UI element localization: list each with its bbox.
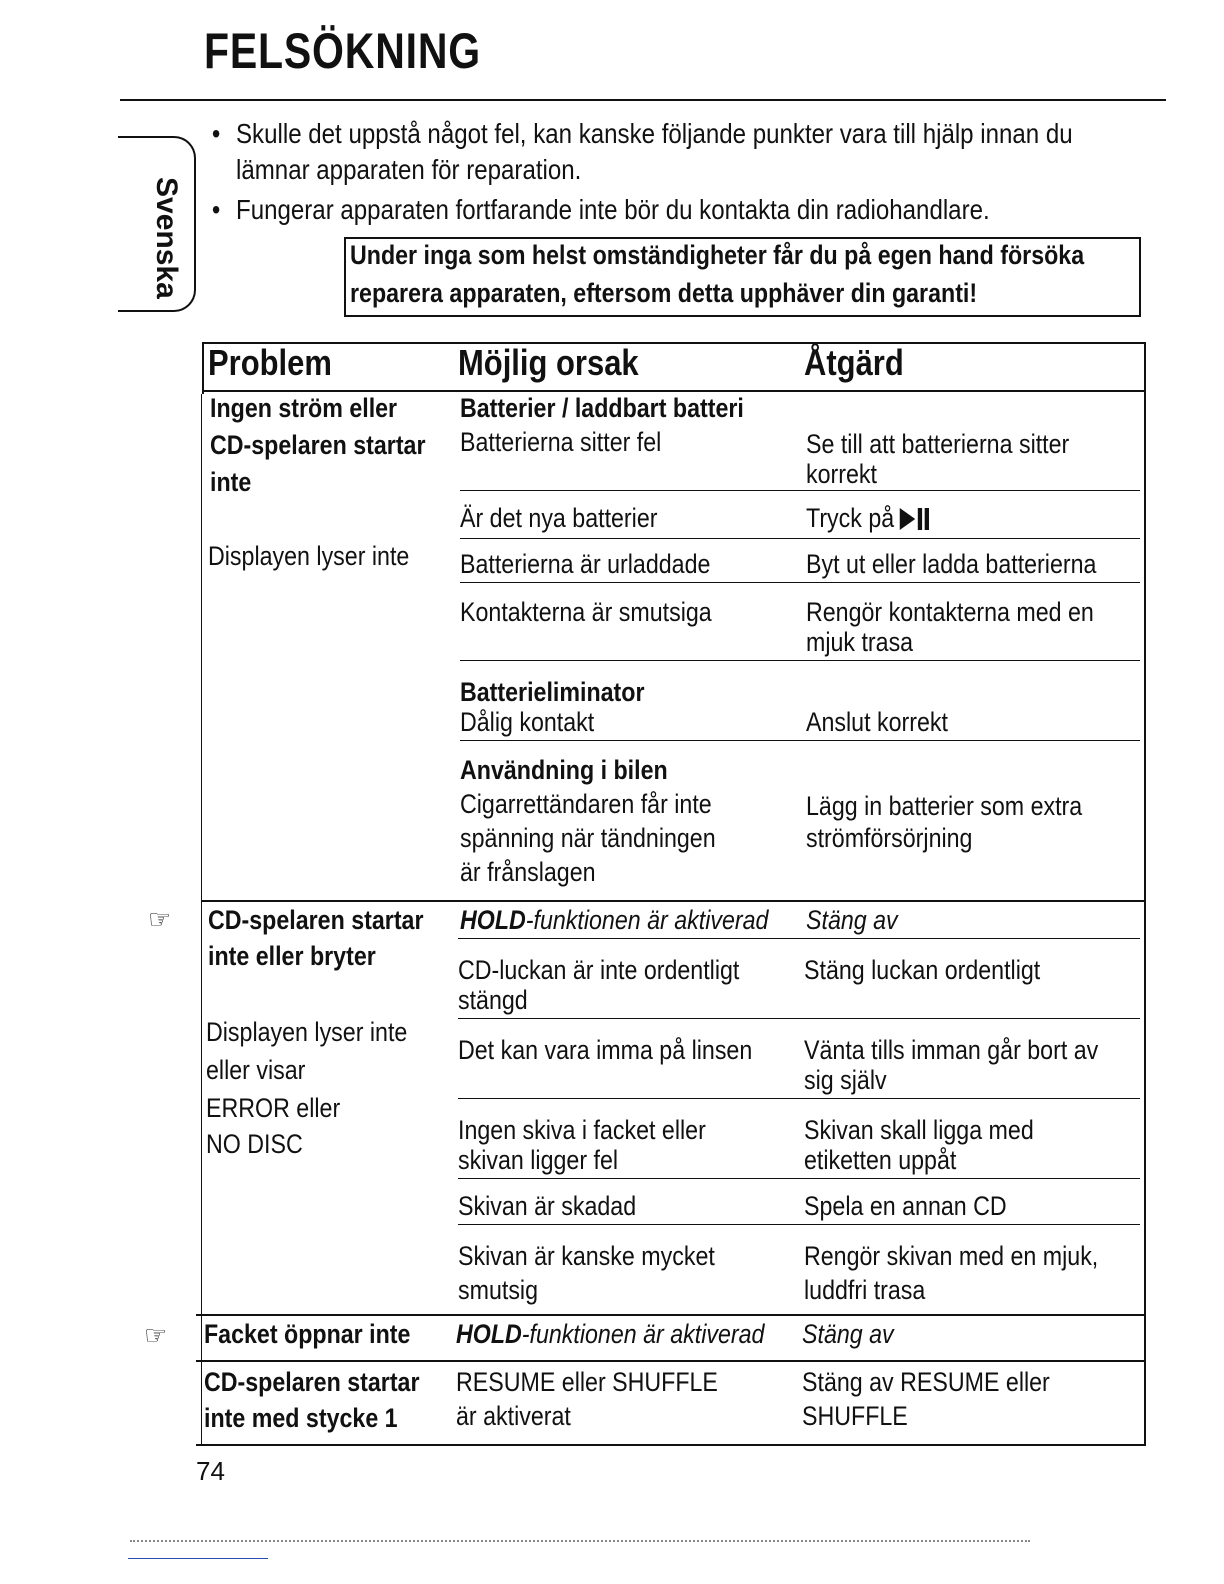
s2-r4-action-2: etiketten uppåt: [804, 1145, 957, 1175]
intro-bullet-1: • Skulle det uppstå något fel, kan kanske följande punkter vara till hjälp innan du: [236, 116, 1073, 152]
section-divider: [202, 900, 1146, 902]
s2-r6-cause-2: smutsig: [458, 1275, 539, 1305]
s2-row-divider: [458, 1098, 1140, 1099]
s2-problem2-line-2: eller visar: [206, 1055, 306, 1085]
s4-cause-1: RESUME eller SHUFFLE: [456, 1367, 718, 1397]
s1-r6-cause-2: spänning när tändningen: [460, 823, 716, 853]
scan-artifact: [128, 1558, 268, 1559]
play-pause-icon: [894, 503, 928, 533]
table-left-border: [201, 394, 202, 1446]
section-divider: [196, 1314, 1144, 1316]
s2-row-divider: [458, 938, 1140, 939]
s1-r6-cause-3: är frånslagen: [460, 857, 596, 887]
s2-r2-action: Stäng luckan ordentligt: [804, 955, 1041, 985]
s1-row-divider: [460, 538, 1140, 539]
s1-problem-line-2: CD-spelaren startar: [210, 430, 426, 460]
s1-row-divider: [460, 582, 1140, 583]
table-bottom-border: [196, 1444, 1144, 1446]
header-problem: Problem: [208, 342, 332, 383]
intro-bullet-1-cont: lämnar apparaten för reparation.: [236, 154, 582, 185]
s4-cause-2: är aktiverat: [456, 1401, 571, 1431]
s1-r5-action: Anslut korrekt: [806, 707, 948, 737]
s1-r3-cause: Batterierna är urladdade: [460, 549, 711, 579]
intro-bullet-2: • Fungerar apparaten fortfarande inte bör du kontakta din radiohandlare.: [236, 192, 990, 228]
s1-r6-action-1: Lägg in batterier som extra: [806, 791, 1083, 821]
s3-cause: HOLD-funktionen är aktiverad: [456, 1319, 765, 1349]
s2-row-divider: [458, 1178, 1140, 1179]
s1-problem-line-3: inte: [210, 467, 252, 497]
s2-r5-cause: Skivan är skadad: [458, 1191, 637, 1221]
s4-problem-line-1: CD-spelaren startar: [204, 1367, 420, 1397]
s1-row-divider: [460, 490, 1140, 491]
s3-problem: Facket öppnar inte: [204, 1319, 411, 1349]
s2-problem2-line-4: NO DISC: [206, 1129, 303, 1159]
s2-r4-action-1: Skivan skall ligga med: [804, 1115, 1034, 1145]
s4-action-1: Stäng av RESUME eller: [802, 1367, 1050, 1397]
s1-group-car: Användning i bilen: [460, 755, 668, 785]
s1-r1-cause: Batterierna sitter fel: [460, 427, 662, 457]
s2-r4-cause-2: skivan ligger fel: [458, 1145, 619, 1175]
s1-r3-action: Byt ut eller ladda batterierna: [806, 549, 1097, 579]
s2-r4-cause-1: Ingen skiva i facket eller: [458, 1115, 706, 1145]
s4-problem-line-2: inte med stycke 1: [204, 1403, 398, 1433]
s1-row-divider: [460, 660, 1140, 661]
header-action: Åtgärd: [804, 342, 904, 383]
s1-r2-cause: Är det nya batterier: [460, 503, 658, 533]
s2-r6-action-2: luddfri trasa: [804, 1275, 926, 1305]
s1-problem-2: Displayen lyser inte: [208, 541, 410, 571]
s4-action-2: SHUFFLE: [802, 1401, 908, 1431]
s2-r3-action-2: sig själv: [804, 1065, 887, 1095]
s2-problem-line-1: CD-spelaren startar: [208, 905, 424, 935]
page-number: 74: [196, 1456, 225, 1486]
s3-action: Stäng av: [802, 1319, 894, 1349]
s1-r4-action-2: mjuk trasa: [806, 627, 914, 657]
section-divider: [196, 1360, 1144, 1362]
s1-r1-action-2: korrekt: [806, 459, 877, 489]
s2-problem2-line-1: Displayen lyser inte: [206, 1017, 408, 1047]
bullet-dot-icon: •: [211, 118, 221, 149]
s1-group-batteries: Batterier / laddbart batteri: [460, 393, 744, 423]
s2-row-divider: [458, 1018, 1140, 1019]
title-rule: [120, 99, 1166, 101]
header-left-border: [202, 342, 204, 394]
s2-r3-action-1: Vänta tills imman går bort av: [804, 1035, 1099, 1065]
s2-row-divider: [458, 1224, 1140, 1225]
language-tab-label: Svenska: [150, 177, 183, 299]
s1-r6-action-2: strömförsörjning: [806, 823, 973, 853]
page-title: FELSÖKNING: [204, 23, 481, 79]
s2-r1-action: Stäng av: [806, 905, 898, 935]
header-cause: Möjlig orsak: [458, 342, 639, 383]
s1-r4-cause: Kontakterna är smutsiga: [460, 597, 712, 627]
warning-line-1: Under inga som helst omständigheter får du på egen hand försöka: [350, 240, 1085, 270]
pointing-hand-icon: ☞: [144, 1320, 168, 1350]
s2-r2-cause-1: CD-luckan är inte ordentligt: [458, 955, 740, 985]
table-right-border: [1144, 342, 1146, 1446]
s2-problem-line-2: inte eller bryter: [208, 941, 376, 971]
s1-group-eliminator: Batterieliminator: [460, 677, 645, 707]
s2-r2-cause-2: stängd: [458, 985, 528, 1015]
s2-problem2-line-3: ERROR eller: [206, 1093, 341, 1123]
s1-r1-action-1: Se till att batterierna sitter: [806, 429, 1070, 459]
bullet-dot-icon: •: [211, 194, 221, 225]
s1-row-divider: [460, 740, 1140, 741]
s2-r6-action-1: Rengör skivan med en mjuk,: [804, 1241, 1099, 1271]
s2-r3-cause: Det kan vara imma på linsen: [458, 1035, 753, 1065]
s1-problem-line-1: Ingen ström eller: [210, 393, 398, 423]
s2-r1-cause: HOLD-funktionen är aktiverad: [460, 905, 769, 935]
s1-r6-cause-1: Cigarrettändaren får inte: [460, 789, 712, 819]
s2-r5-action: Spela en annan CD: [804, 1191, 1007, 1221]
s1-r2-action: Tryck på: [806, 502, 929, 534]
scan-artifact: [130, 1540, 1030, 1542]
s1-r4-action-1: Rengör kontakterna med en: [806, 597, 1094, 627]
pointing-hand-icon: ☞: [148, 904, 172, 934]
warning-line-2: reparera apparaten, eftersom detta upphäver din garanti!: [350, 278, 978, 308]
s1-r5-cause: Dålig kontakt: [460, 707, 595, 737]
table-top-border: [202, 342, 1146, 344]
s2-r6-cause-1: Skivan är kanske mycket: [458, 1241, 715, 1271]
